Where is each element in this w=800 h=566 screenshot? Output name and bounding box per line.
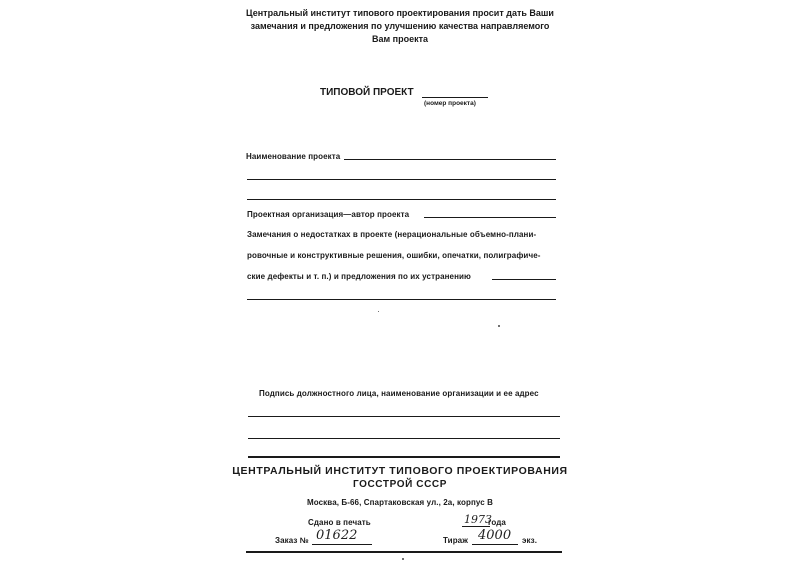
signature-line-2[interactable] <box>248 438 560 439</box>
remarks-line-1: Замечания о недостатках в проекте (нерациональные объемно-плани- <box>247 230 537 239</box>
tirage-value: 4000 <box>478 528 512 543</box>
project-name-line-1[interactable] <box>344 159 556 160</box>
tirage-value-line <box>472 544 518 545</box>
year-suffix: года <box>488 518 506 527</box>
tirage-label: Тираж <box>443 536 469 545</box>
print-year-line <box>462 526 490 527</box>
header-line-2: замечания и предложения по улучшению качества направляемого <box>250 21 550 31</box>
order-label: Заказ № <box>275 536 309 545</box>
scan-speck <box>378 311 379 312</box>
project-label: ТИПОВОЙ ПРОЕКТ <box>320 87 414 98</box>
project-name-label: Наименование проекта <box>246 152 341 161</box>
remarks-line-2: ровочные и конструктивные решения, ошибки, опечатки, полиграфиче- <box>247 251 541 260</box>
project-number-line[interactable] <box>422 97 488 98</box>
order-number-line <box>312 544 372 545</box>
signature-line-1[interactable] <box>248 416 560 417</box>
project-name-line-3[interactable] <box>247 199 556 200</box>
tirage-suffix: экз. <box>522 536 538 545</box>
org-line[interactable] <box>424 217 556 218</box>
org-label: Проектная организация—автор проекта <box>247 210 410 219</box>
footer-divider <box>248 456 560 458</box>
print-label: Сдано в печать <box>308 518 371 527</box>
bottom-rule <box>246 551 562 553</box>
footer-org-line-2: ГОССТРОЙ СССР <box>352 479 448 490</box>
project-name-line-2[interactable] <box>247 179 556 180</box>
header-line-3: Вам проекта <box>371 34 429 44</box>
scan-speck <box>498 325 500 327</box>
scan-speck <box>402 558 404 560</box>
footer-org-line-1: ЦЕНТРАЛЬНЫЙ ИНСТИТУТ ТИПОВОГО ПРОЕКТИРОВАНИЯ <box>232 465 568 477</box>
project-number-hint: (номер проекта) <box>424 100 476 107</box>
print-year: 1973 <box>464 513 492 526</box>
remarks-line-3: ские дефекты и т. п.) и предложения по их устранению <box>247 272 471 281</box>
remarks-line-end[interactable] <box>492 279 556 280</box>
remarks-blank-line[interactable] <box>247 299 556 300</box>
order-number: 01622 <box>316 528 358 543</box>
header-line-1: Центральный институт типового проектирования просит дать Ваши <box>246 8 554 18</box>
signature-label: Подпись должностного лица, наименование организации и ее адрес <box>259 389 539 398</box>
footer-address: Москва, Б-66, Спартаковская ул., 2а, корпус В <box>306 498 493 507</box>
